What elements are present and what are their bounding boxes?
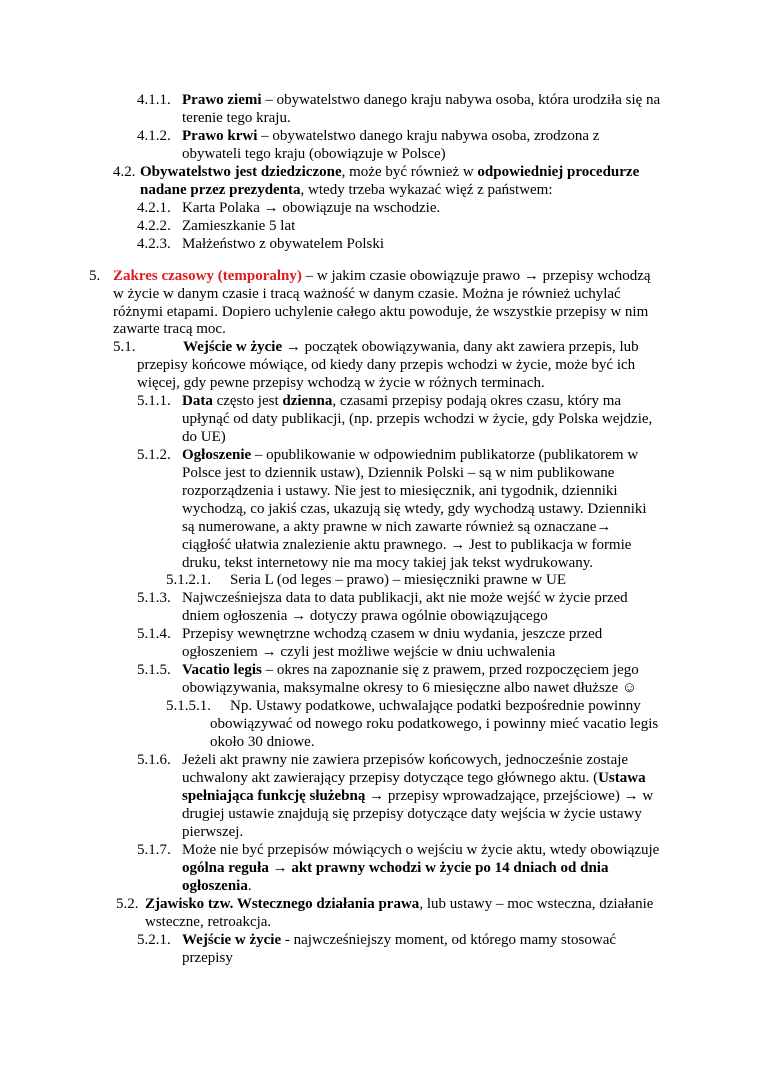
item-number: 5.1.3. (137, 590, 171, 606)
paragraph-line: ogłoszenia. (182, 878, 252, 894)
item-number: 5. (89, 268, 101, 284)
paragraph-line: Wejście w życie - najwcześniejszy moment, od którego mamy stosować (182, 932, 617, 948)
paragraph-line: Prawo krwi – obywatelstwo danego kraju nabywa osoba, zrodzona z (182, 128, 600, 144)
item-number: 5.1.2.1. (166, 572, 211, 588)
paragraph-line: obowiązywać od nowego roku podatkowego, i powinny mieć vacatio legis (210, 716, 659, 732)
item-number: 5.1.1. (137, 393, 171, 409)
paragraph-line: Wejście w życie → początek obowiązywania, dany akt zawiera przepis, lub (183, 339, 639, 355)
paragraph-line: drugiej ustawie znajdują się przepisy dotyczące daty wejścia w życie ustawy (182, 806, 642, 822)
paragraph-line: Obywatelstwo jest dziedziczone, może być również w odpowiedniej procedurze (140, 164, 640, 180)
item-number: 4.2.3. (137, 236, 171, 252)
paragraph-line: Przepisy wewnętrzne wchodzą czasem w dniu wydania, jeszcze przed (182, 626, 603, 642)
paragraph-line: upłynąć od daty publikacji, (np. przepis wchodzi w życie, gdy Polska wejdzie, (182, 411, 653, 427)
paragraph-line: Najwcześniejsza data to data publikacji, akt nie może wejść w życie przed (182, 590, 628, 606)
paragraph-line: przepisy (182, 950, 233, 966)
item-number: 5.1. (113, 339, 136, 355)
item-number: 4.1.2. (137, 128, 171, 144)
paragraph-line: obywateli tego kraju (obowiązuje w Polsce) (182, 146, 446, 162)
item-number: 5.1.5. (137, 662, 171, 678)
paragraph-line: do UE) (182, 429, 226, 445)
item-number: 5.1.6. (137, 752, 171, 768)
paragraph-line: różnymi etapami. Dopiero uchylenie całego aktu powoduje, że wszystkie przepisy w nim (113, 304, 649, 320)
paragraph-line: Polsce jest to dziennik ustaw), Dziennik Polski – są w nim publikowane (182, 465, 615, 481)
paragraph-line: ogłoszeniem → czyli jest możliwe wejście w dniu uchwalenia (182, 644, 556, 660)
paragraph-line: zawarte tracą moc. (113, 321, 226, 337)
paragraph-line: ciągłość ułatwia znalezienie aktu prawnego. → Jest to publikacja w formie (182, 537, 632, 553)
paragraph-line: Zjawisko tzw. Wstecznego działania prawa, lub ustawy – moc wsteczna, działanie (145, 896, 654, 912)
arrow-right-icon: → (263, 200, 279, 216)
paragraph-line: spełniająca funkcję służebną → przepisy wprowadzające, przejściowe) → w (182, 788, 654, 804)
arrow-right-icon: → (623, 788, 639, 804)
arrow-right-icon: → (369, 788, 385, 804)
arrow-right-icon: → (523, 268, 539, 284)
paragraph-line: Karta Polaka → obowiązuje na wschodzie. (182, 200, 441, 216)
item-number: 5.1.2. (137, 447, 171, 463)
arrow-right-icon: → (596, 519, 612, 535)
paragraph-line: rozporządzenia i ustawy. Nie jest to miesięcznik, ani tygodnik, dzienniki (182, 483, 618, 499)
paragraph-line: Data często jest dzienna, czasami przepisy podają okres czasu, który ma (182, 393, 622, 409)
paragraph-line: druku, tekst internetowy nie ma mocy takiej jak tekst wydrukowany. (182, 555, 594, 571)
arrow-right-icon: → (450, 537, 466, 553)
item-number: 4.1.1. (137, 92, 171, 108)
paragraph-line: więcej, gdy pewne przepisy wchodzą w życie w różnych terminach. (137, 375, 545, 391)
item-number: 5.1.4. (137, 626, 171, 642)
section-heading: Zakres czasowy (temporalny) (113, 268, 302, 284)
paragraph-line: dniem ogłoszenia → dotyczy prawa ogólnie obowiązującego (182, 608, 548, 624)
paragraph-line: wsteczne, retroakcja. (145, 914, 272, 930)
arrow-right-icon: → (272, 860, 288, 876)
arrow-right-icon: → (261, 644, 277, 660)
paragraph-line: przepisy końcowe mówiące, od kiedy dany przepis wchodzi w życie, może być ich (137, 357, 636, 373)
paragraph-line: są numerowane, a akty prawne w nich zawarte również są oznaczane→ (182, 519, 612, 535)
item-number: 4.2.1. (137, 200, 171, 216)
paragraph-line: około 30 dniowe. (210, 734, 315, 750)
paragraph-line: Jeżeli akt prawny nie zawiera przepisów końcowych, jednocześnie zostaje (182, 752, 629, 768)
paragraph-line: Seria L (od leges – prawo) – miesięczniki prawne w UE (230, 572, 566, 588)
paragraph-line: obowiązywania, maksymalne okresy to 6 miesięczne albo nawet dłuższe ☺ (182, 680, 638, 696)
paragraph-line: Vacatio legis – okres na zapoznanie się z prawem, przed rozpoczęciem jego (182, 662, 639, 678)
paragraph-line: w życie w danym czasie i tracą ważność w danym czasie. Można je również uchylać (113, 286, 621, 302)
item-number: 5.1.7. (137, 842, 171, 858)
item-number: 5.2. (116, 896, 139, 912)
paragraph-line: pierwszej. (182, 824, 244, 840)
paragraph-line: Np. Ustawy podatkowe, uchwalające podatki bezpośrednie powinny (230, 698, 641, 714)
arrow-right-icon: → (285, 339, 301, 355)
arrow-right-icon: → (291, 608, 307, 624)
paragraph-line: Może nie być przepisów mówiących o wejściu w życie aktu, wtedy obowiązuje (182, 842, 660, 858)
item-number: 4.2.2. (137, 218, 171, 234)
item-number: 4.2. (113, 164, 136, 180)
paragraph-line: Zakres czasowy (temporalny) – w jakim czasie obowiązuje prawo → przepisy wchodzą (113, 268, 651, 284)
paragraph-line: ogólna reguła → akt prawny wchodzi w życie po 14 dniach od dnia (182, 860, 609, 876)
item-number: 5.2.1. (137, 932, 171, 948)
paragraph-line: Ogłoszenie – opublikowanie w odpowiednim publikatorze (publikatorem w (182, 447, 639, 463)
paragraph-line: uchwalony akt zawierający przepisy dotyczące tego głównego aktu. (Ustawa (182, 770, 646, 786)
paragraph-line: nadane przez prezydenta, wtedy trzeba wykazać więź z państwem: (140, 182, 553, 198)
item-number: 5.1.5.1. (166, 698, 211, 714)
smiley-icon: ☺ (621, 680, 638, 696)
paragraph-line: Prawo ziemi – obywatelstwo danego kraju nabywa osoba, która urodziła się na (182, 92, 661, 108)
paragraph-line: Zamieszkanie 5 lat (182, 218, 296, 234)
paragraph-line: terenie tego kraju. (182, 110, 291, 126)
paragraph-line: wychodzą, co jakiś czas, ukazują się wtedy, gdy wychodzą ustawy. Dzienniki (182, 501, 647, 517)
paragraph-line: Małżeństwo z obywatelem Polski (182, 236, 385, 252)
